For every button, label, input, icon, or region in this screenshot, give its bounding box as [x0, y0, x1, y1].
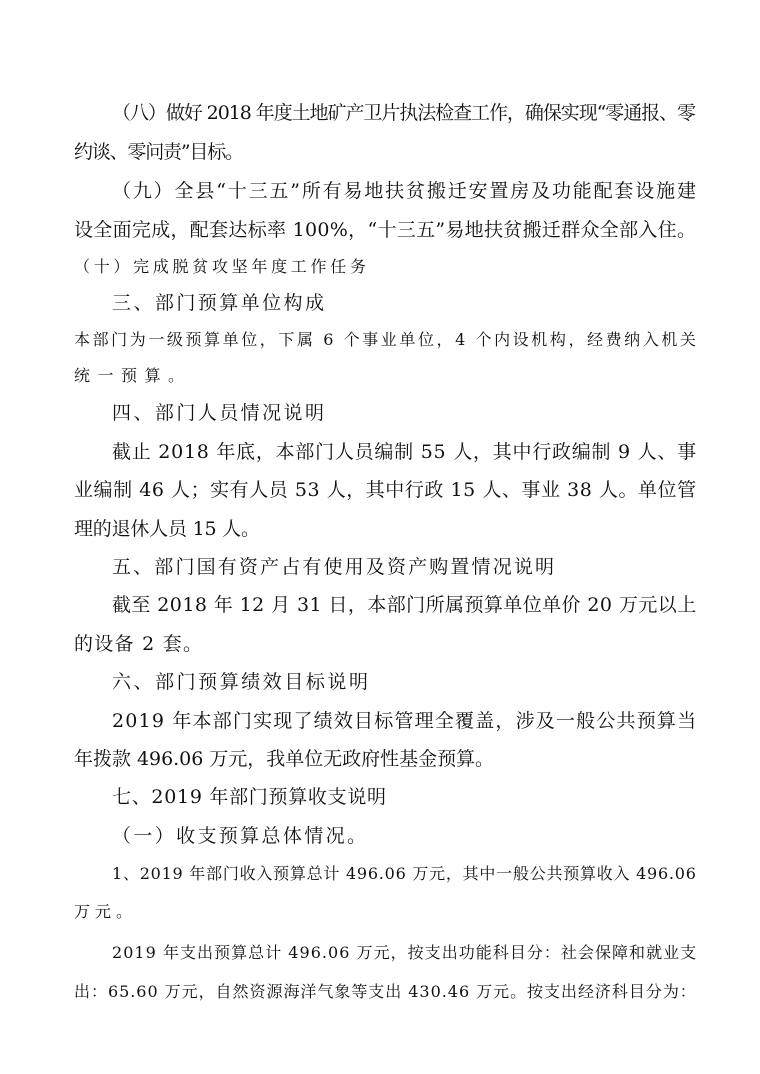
paragraph-line-15: 的设备 2 套。 [74, 633, 204, 655]
paragraph-line-17: 2019 年本部门实现了绩效目标管理全覆盖，涉及一般公共预算当 [112, 710, 698, 732]
paragraph-line-24: 出：65.60 万元，自然资源海洋气象等支出 430.46 万元。按支出经济科目分为： [74, 982, 697, 1001]
paragraph-line-1: （八）做好 2018 年度土地矿产卫片执法检查工作，确保实现“零通报、零 [112, 102, 695, 124]
section-heading-5: 五、部门国有资产占有使用及资产购置情况说明 [112, 556, 557, 578]
paragraph-line-22: 万元。 [74, 902, 137, 921]
paragraph-line-2: 约谈、零问责”目标。 [74, 141, 243, 163]
paragraph-line-23: 2019 年支出预算总计 496.06 万元，按支出功能科目分：社会保障和就业支 [112, 943, 698, 962]
section-heading-7: 七、2019 年部门预算收支说明 [112, 786, 387, 808]
section-heading-4: 四、部门人员情况说明 [112, 402, 327, 424]
paragraph-line-4: 设全面完成，配套达标率 100%，“十三五”易地扶贫搬迁群众全部入住。 [74, 219, 697, 241]
paragraph-line-14: 截至 2018 年 12 月 31 日，本部门所属预算单位单价 20 万元以上 [112, 594, 697, 616]
paragraph-line-5: （十）完成脱贫攻坚年度工作任务 [74, 257, 370, 276]
section-heading-6: 六、部门预算绩效目标说明 [112, 671, 371, 693]
paragraph-line-7: 本部门为一级预算单位，下属 6 个事业单位，4 个内设机构，经费纳入机关 [74, 330, 699, 349]
paragraph-line-21: 1、2019 年部门收入预算总计 496.06 万元，其中一般公共预算收入 496.06 [112, 864, 697, 883]
paragraph-line-3: （九）全县“十三五”所有易地扶贫搬迁安置房及功能配套设施建 [112, 180, 698, 202]
paragraph-line-11: 业编制 46 人；实有人员 53 人，其中行政 15 人、事业 38 人。单位管 [74, 479, 697, 501]
paragraph-line-12: 理的退休人员 15 人。 [74, 518, 260, 540]
sub-heading-1: （一）收支预算总体情况。 [112, 825, 369, 847]
section-heading-3: 三、部门预算单位构成 [112, 292, 327, 314]
paragraph-line-10: 截止 2018 年底，本部门人员编制 55 人，其中行政编制 9 人、事 [112, 441, 697, 463]
paragraph-line-8: 统一预算。 [74, 366, 192, 385]
paragraph-line-18: 年拨款 496.06 万元，我单位无政府性基金预算。 [74, 748, 495, 770]
